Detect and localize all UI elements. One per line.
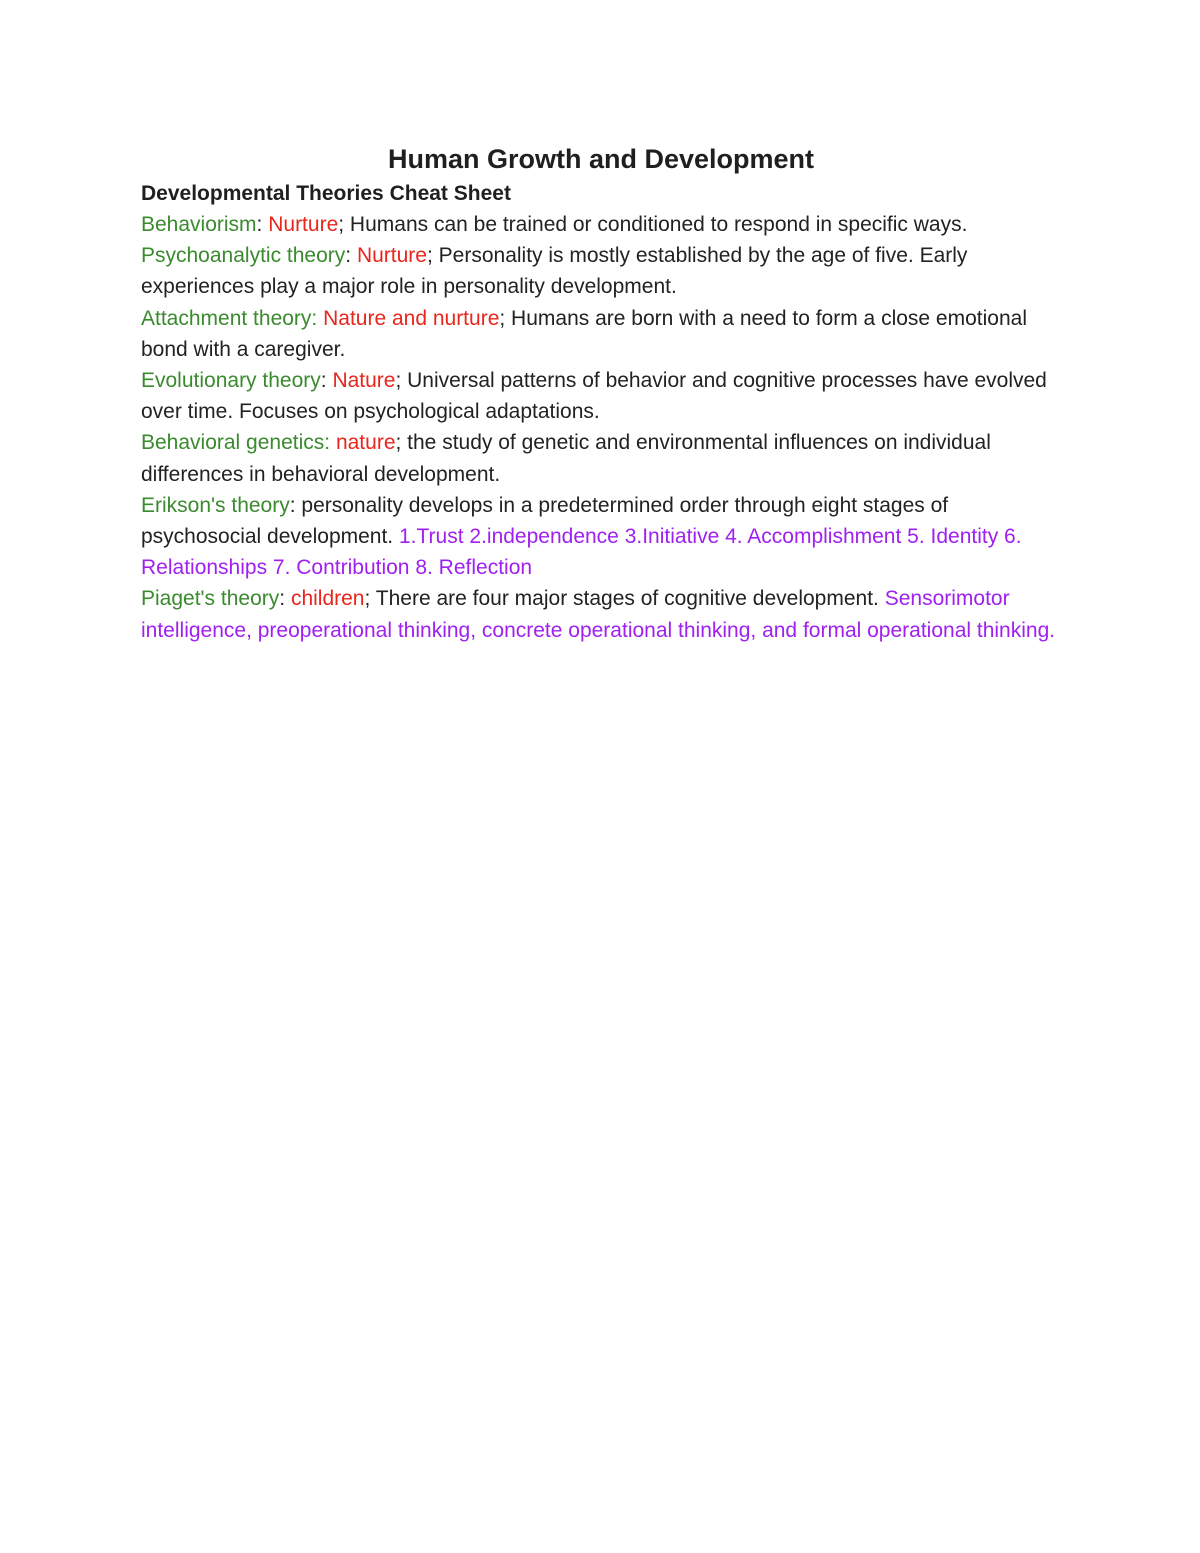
entry-separator: ;: [395, 431, 408, 455]
entry-text: Universal patterns of behavior and cognitive processes have evolved over time. Focuses on psychological adaptations.: [141, 369, 1047, 424]
document-title: Human Growth and Development: [387, 144, 815, 174]
document-subtitle: Developmental Theories Cheat Sheet: [141, 182, 511, 205]
entry-stage-list: Sensorimotor intelligence, preoperational thinking, concrete operational thinking, and formal operational thinking.: [141, 587, 1056, 642]
entry-text: Personality is mostly established by the age of five. Early experiences play a major role in personality development.: [141, 244, 968, 299]
entry-term: Behavioral genetics:: [141, 431, 336, 455]
entry-term: Evolutionary theory: [141, 369, 321, 393]
entry-separator: :: [289, 493, 302, 517]
entry-separator: :: [279, 587, 291, 611]
entry-text: personality develops in a predetermined order through eight stages of psychosocial development.: [141, 493, 949, 549]
entry-stage-list: 1.Trust 2.independence 3.Initiative 4. Accomplishment 5. Identity 6. Relationships 7. Contribution 8. Reflection: [141, 525, 1022, 580]
entry-term: Piaget's theory: [141, 587, 280, 611]
entry-key: Nature and nurture: [323, 306, 500, 330]
entry-key: Nature: [332, 369, 396, 393]
entry-separator: :: [256, 213, 269, 236]
entry-separator: ;: [338, 213, 350, 236]
entry-separator: ;: [426, 244, 439, 268]
entry-psychoanalytic: [141, 240, 1061, 302]
entry-attachment: [141, 303, 1061, 365]
entry-term: Behaviorism: [141, 213, 257, 236]
entry-evolutionary: [141, 365, 1061, 427]
entry-text: Humans are born with a need to form a close emotional bond with a caregiver.: [141, 306, 1027, 361]
entry-key: children: [290, 587, 365, 611]
entry-separator: :: [320, 369, 333, 393]
entry-behavioral-genetics: [141, 427, 1061, 489]
entry-separator: ;: [364, 587, 376, 611]
document-page: [141, 140, 1061, 646]
entry-key: nature: [335, 431, 396, 455]
entry-term: Attachment theory:: [141, 306, 324, 330]
entry-separator: :: [345, 244, 357, 268]
entry-separator: ;: [499, 306, 512, 330]
entry-separator: ;: [395, 369, 408, 393]
entry-piaget: [141, 583, 1061, 645]
entry-key: Nurture: [356, 244, 427, 268]
entry-text: Humans can be trained or conditioned to respond in specific ways.: [349, 213, 968, 236]
entry-text: the study of genetic and environmental influences on individual differences in behavioral development.: [141, 431, 991, 486]
entry-behaviorism: [141, 209, 1061, 240]
entry-text: There are four major stages of cognitive development.: [375, 587, 885, 611]
entry-key: Nurture: [268, 213, 339, 236]
entry-term: Psychoanalytic theory: [141, 244, 346, 268]
entry-erikson: [141, 490, 1061, 584]
entry-term: Erikson's theory: [141, 493, 290, 517]
